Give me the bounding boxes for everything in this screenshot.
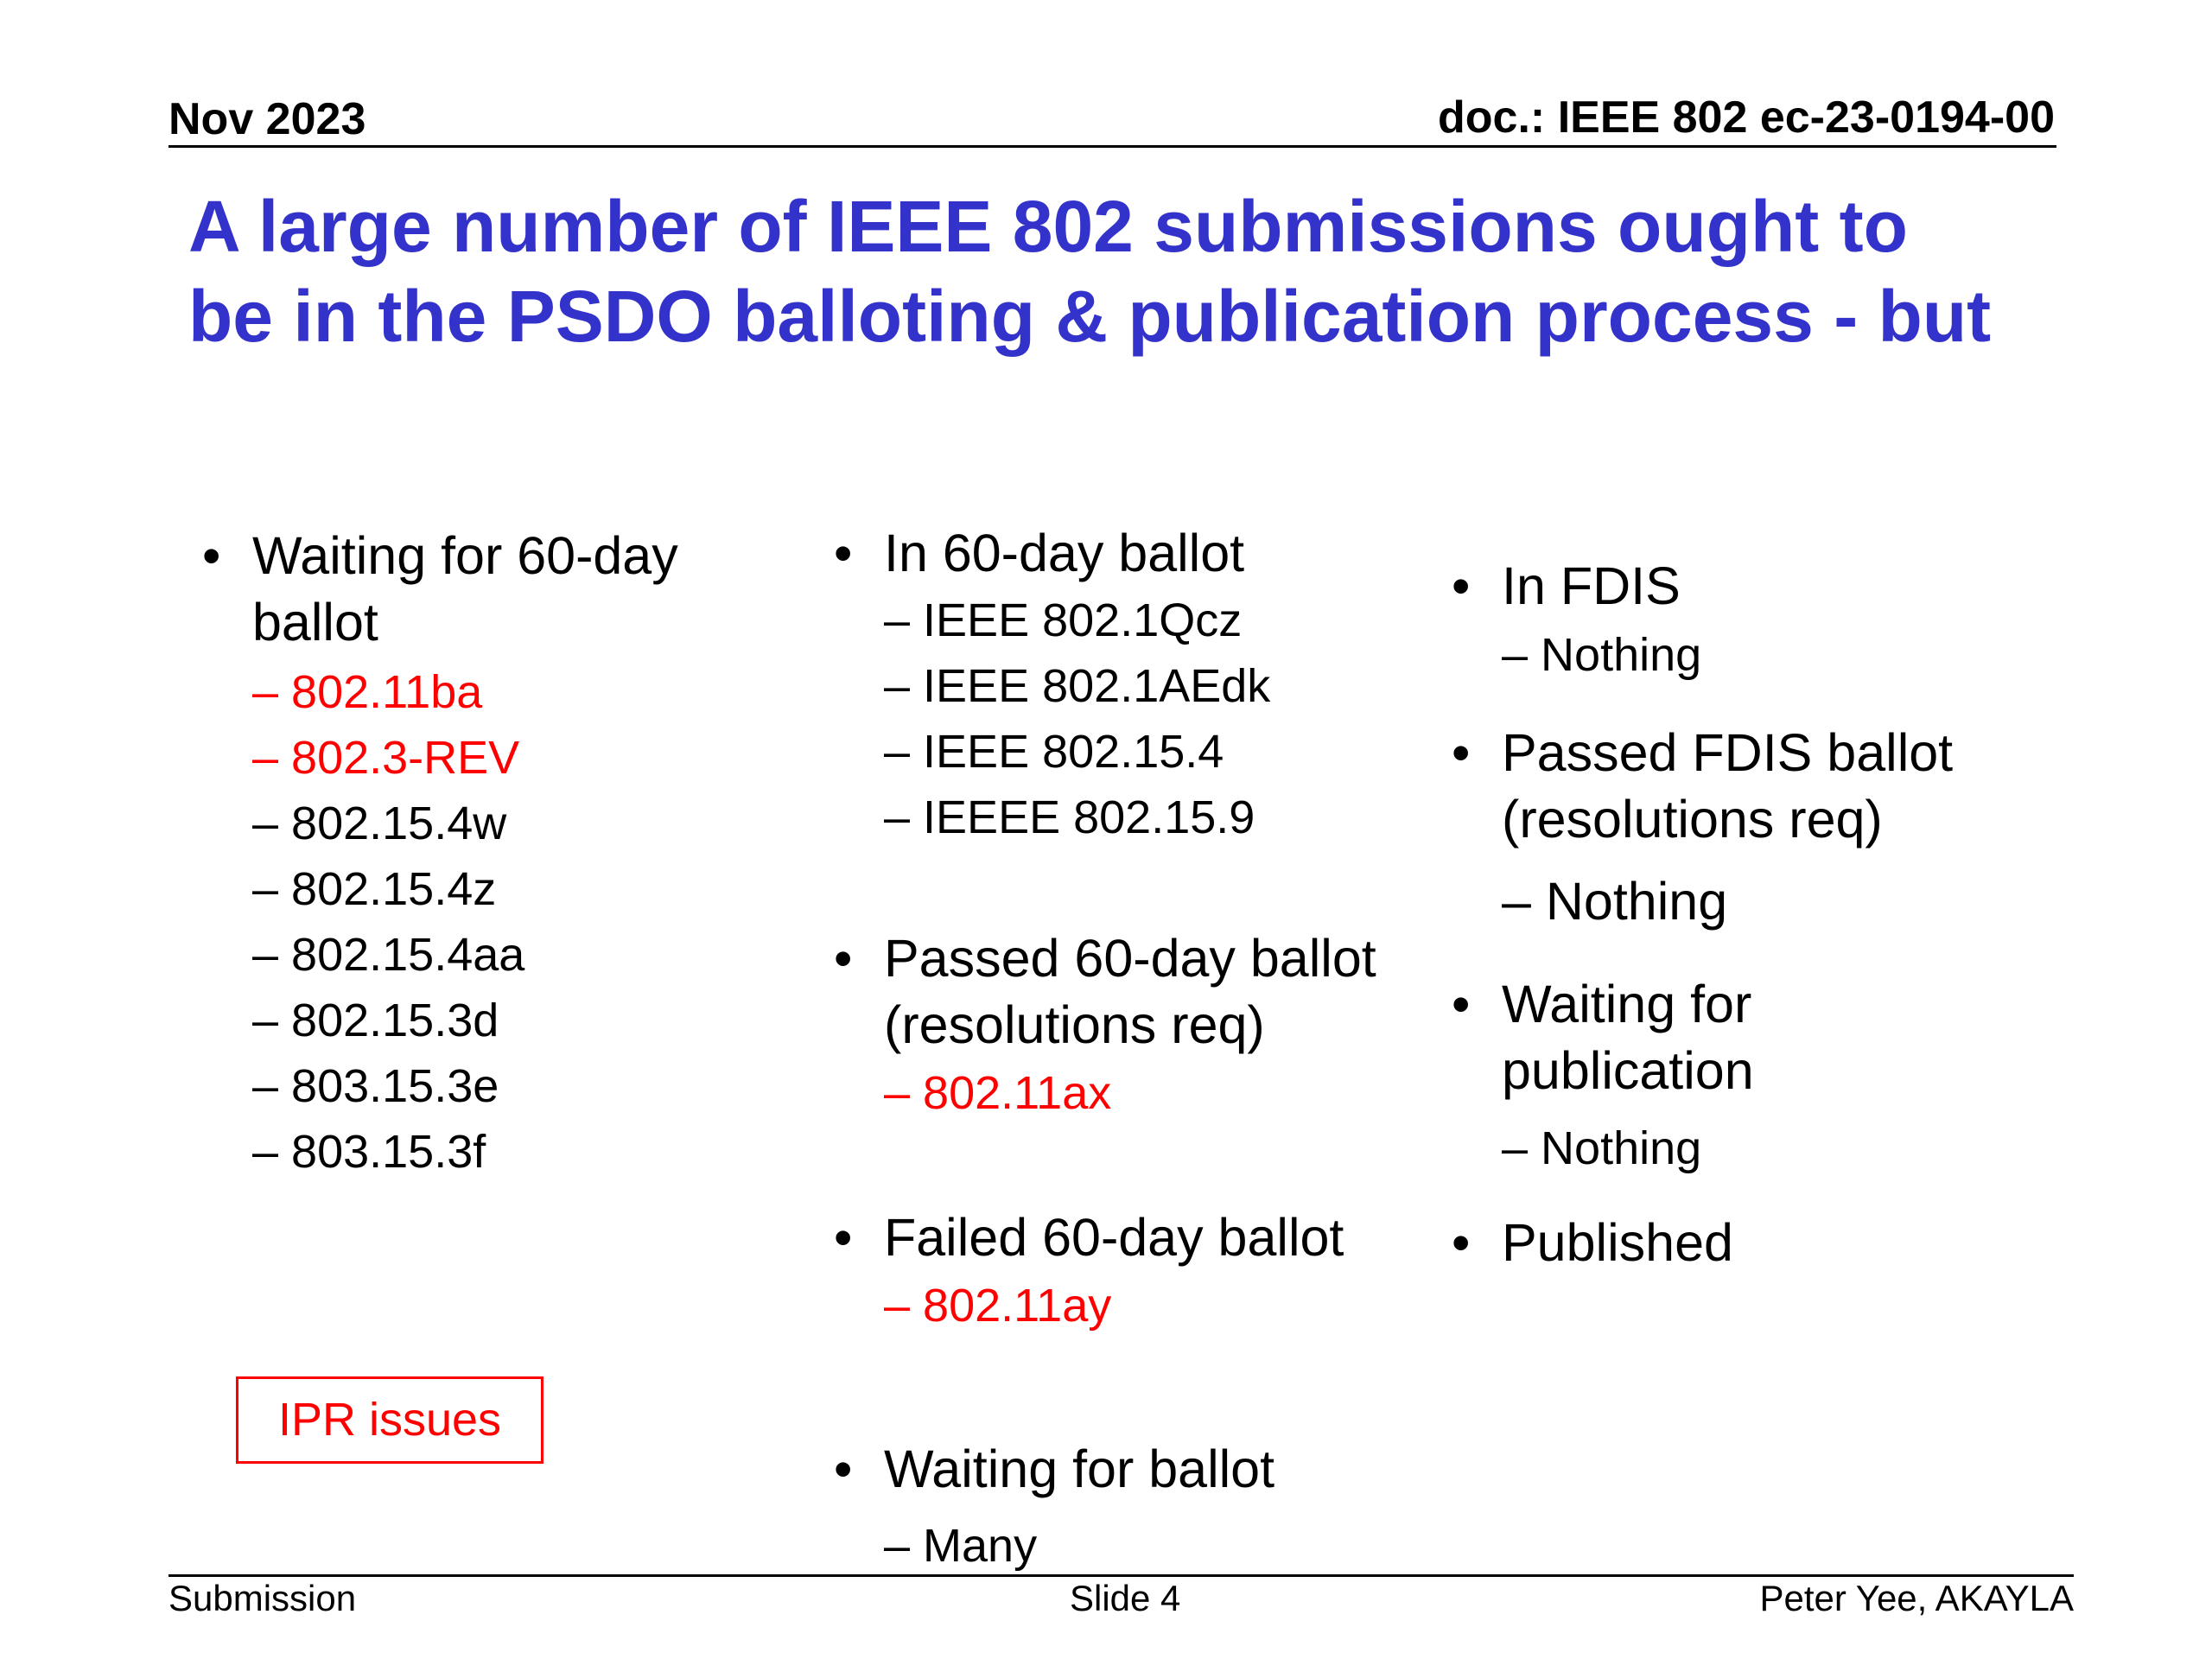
bullet-glyph: • xyxy=(834,1440,853,1498)
bullet-passed-fdis-ballot xyxy=(1452,720,1954,853)
sub-item: – IEEEE 802.15.9 xyxy=(884,791,1255,843)
sub-item: – 802.15.4z xyxy=(252,863,497,915)
bullet-waiting-60-day xyxy=(202,523,678,656)
bullet-in-60-day-ballot xyxy=(834,520,1245,587)
bullet-glyph: • xyxy=(1452,556,1471,615)
sub-item: – 802.3-REV xyxy=(252,732,520,784)
bullet-published xyxy=(1452,1210,1733,1276)
sub-item: – IEEE 802.1AEdk xyxy=(884,660,1271,712)
bullet-label-line-2: (resolutions req) xyxy=(1502,790,1883,849)
sub-item: – Nothing xyxy=(1502,872,1728,931)
bullet-label-line-1: Waiting for xyxy=(1502,975,1752,1033)
bullet-in-fdis xyxy=(1452,553,1681,620)
slide-title-line-1: A large number of IEEE 802 submissions ought to xyxy=(188,186,1908,267)
sub-item: – 802.11ax xyxy=(884,1067,1112,1119)
bullet-label-line-1: Waiting for 60-day xyxy=(252,526,678,585)
sub-item: – 803.15.3e xyxy=(252,1060,499,1112)
header-date: Nov 2023 xyxy=(168,94,366,144)
bullet-label: In FDIS xyxy=(1502,556,1681,615)
sub-item: – Nothing xyxy=(1502,629,1702,681)
bullet-label: Failed 60-day ballot xyxy=(884,1208,1344,1267)
bullet-label-line-2: ballot xyxy=(252,593,378,652)
bullet-waiting-for-publication xyxy=(1452,971,1754,1104)
bullet-label-line-2: publication xyxy=(1502,1041,1754,1100)
slide-title xyxy=(188,181,2089,361)
sub-item: – 802.11ba xyxy=(252,666,483,718)
sub-item: – IEEE 802.1Qcz xyxy=(884,594,1243,646)
bullet-label-line-2: (resolutions req) xyxy=(884,995,1265,1054)
bullet-label: In 60-day ballot xyxy=(884,524,1245,582)
sub-item: – 803.15.3f xyxy=(252,1126,486,1178)
bullet-label-line-1: Passed 60-day ballot xyxy=(884,929,1376,988)
bullet-glyph: • xyxy=(834,524,853,582)
footer-divider xyxy=(168,1574,2074,1577)
bullet-waiting-for-ballot xyxy=(834,1436,1275,1503)
sub-item: – 802.11ay xyxy=(884,1280,1112,1332)
bullet-glyph: • xyxy=(834,929,853,988)
sub-item: – 802.15.4aa xyxy=(252,929,525,981)
bullet-label-line-1: Passed FDIS ballot xyxy=(1502,723,1954,782)
header-doc-number: doc.: IEEE 802 ec-23-0194-00 xyxy=(1438,92,2055,143)
bullet-glyph: • xyxy=(1452,1213,1471,1272)
footer-author: Peter Yee, AKAYLA xyxy=(1759,1578,2074,1618)
sub-item: – 802.15.3d xyxy=(252,995,499,1046)
footer-submission: Submission xyxy=(168,1578,357,1618)
bullet-passed-60-day-ballot xyxy=(834,925,1376,1058)
bullet-glyph: • xyxy=(1452,975,1471,1033)
bullet-label: Published xyxy=(1502,1213,1733,1272)
bullet-glyph: • xyxy=(202,526,221,585)
slide-title-line-2: be in the PSDO balloting & publication process - but xyxy=(188,276,1992,357)
bullet-glyph: • xyxy=(834,1208,853,1267)
bullet-glyph: • xyxy=(1452,723,1471,782)
sub-item: – Nothing xyxy=(1502,1122,1702,1174)
footer-slide-number: Slide 4 xyxy=(1070,1578,1181,1618)
sub-item: – Many xyxy=(884,1520,1038,1572)
bullet-failed-60-day-ballot xyxy=(834,1205,1344,1271)
sub-item: – 802.15.4w xyxy=(252,798,507,849)
ipr-issues-callout: IPR issues xyxy=(236,1376,543,1464)
bullet-label: Waiting for ballot xyxy=(884,1440,1275,1498)
sub-item: – IEEE 802.15.4 xyxy=(884,726,1224,778)
header-divider xyxy=(168,145,2056,148)
